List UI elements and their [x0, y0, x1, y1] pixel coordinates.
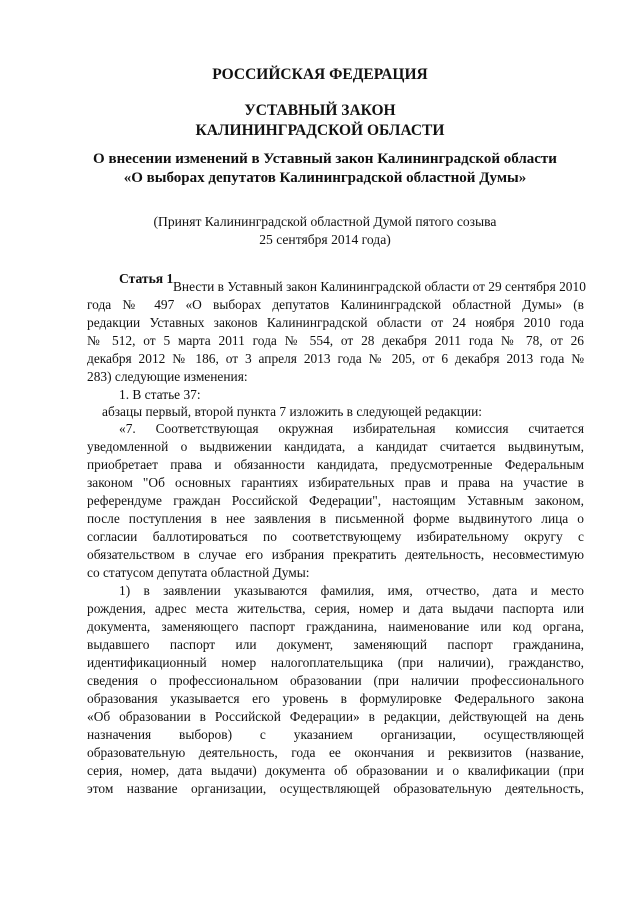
article-heading: Статья 1 — [119, 271, 174, 286]
law-heading-line-1: УСТАВНЫЙ ЗАКОН — [244, 102, 396, 119]
subitem-line: «Об образовании в Российской Федерации» в редакции, действующей на день — [87, 709, 584, 724]
subitem-line: выдавшего паспорт или документ, заменяющий паспорт гражданина, — [87, 637, 584, 652]
quote-line: обязательством в случае его избрания прекратить деятельность, несовместимую — [87, 547, 584, 562]
subitem-line: этом название организации, осуществляющей образовательную деятельность, — [87, 781, 584, 796]
intro-line: Внести в Уставный закон Калининградской области от 29 сентября 2010 — [173, 279, 586, 294]
quote-line: приобретает права и обязанности кандидата, предусмотренные Федеральным — [87, 457, 584, 472]
intro-line: редакции Уставных законов Калининградской области от 24 ноября 2010 года — [87, 315, 584, 330]
amendment-item-1: 1. В статье 37: — [119, 387, 201, 402]
law-type-heading — [0, 101, 640, 141]
subitem-line: образования указывается его уровень в формулировке Федерального закона — [87, 691, 584, 706]
law-heading-line-2: КАЛИНИНГРАДСКОЙ ОБЛАСТИ — [195, 122, 445, 139]
quote-line: «7. Соответствующая окружная избирательная комиссия считается — [119, 421, 584, 436]
quote-line: референдуме граждан Российской Федерации", настоящим Уставным законом, — [87, 493, 584, 508]
quote-line: со статусом депутата областной Думы: — [87, 565, 310, 580]
article-intro — [87, 278, 584, 386]
subitem-line: серия, номер, дата выдачи) документа об образовании и о квалификации (при — [87, 763, 584, 778]
quote-line: законом "Об основных гарантиях избирательных прав и права на участие в — [87, 475, 584, 490]
intro-line: декабря 2012 № 186, от 3 апреля 2013 года № 205, от 6 декабря 2013 года № — [87, 351, 584, 366]
adoption-line-2: 25 сентября 2014 года) — [259, 232, 391, 247]
adoption-note — [90, 213, 560, 249]
subitem-line: идентификационный номер налогоплательщика (при наличии), гражданство, — [87, 655, 584, 670]
quote-line: после поступления в нее заявления в письменной форме выдвинутого лица о — [87, 511, 584, 526]
quote-line: уведомленной о выдвижении кандидата, а кандидат считается выдвинутым, — [87, 439, 584, 454]
subitem-line: образовательную деятельность, года ее окончания и реквизитов (название, — [87, 745, 584, 760]
intro-line: № 512, от 5 марта 2011 года № 554, от 28 декабря 2011 года № 78, от 26 — [87, 333, 584, 348]
subitem-line: документа, заменяющего паспорт гражданина, наименование или код органа, — [87, 619, 584, 634]
country-heading: РОССИЙСКАЯ ФЕДЕРАЦИЯ — [212, 66, 428, 83]
intro-line: года № 497 «О выборах депутатов Калининградской областной Думы» (в — [87, 297, 584, 312]
amendment-item-1-instruction: абзацы первый, второй пункта 7 изложить в следующей редакции: — [102, 404, 482, 419]
quote-line: согласии баллотироваться по соответствующему избирательному округу с — [87, 529, 584, 544]
subitem-line: назначения выборов) с указанием организации, осуществляющей — [87, 727, 584, 742]
subitem-line: сведения о профессиональном образовании (при наличии профессионального — [87, 673, 584, 688]
intro-line: 283) следующие изменения: — [87, 369, 248, 384]
subitem-line: 1) в заявлении указываются фамилия, имя, отчество, дата и место — [119, 583, 584, 598]
law-title: О внесении изменений в Уставный закон Калининградской области «О выборах депутатов Калининградской областной Думы» — [93, 151, 557, 186]
subitem-line: рождения, адрес места жительства, серия, номер и дата выдачи паспорта или — [87, 601, 584, 616]
amended-text — [87, 420, 584, 798]
adoption-line-1: (Принят Калининградской областной Думой пятого созыва — [153, 214, 497, 229]
